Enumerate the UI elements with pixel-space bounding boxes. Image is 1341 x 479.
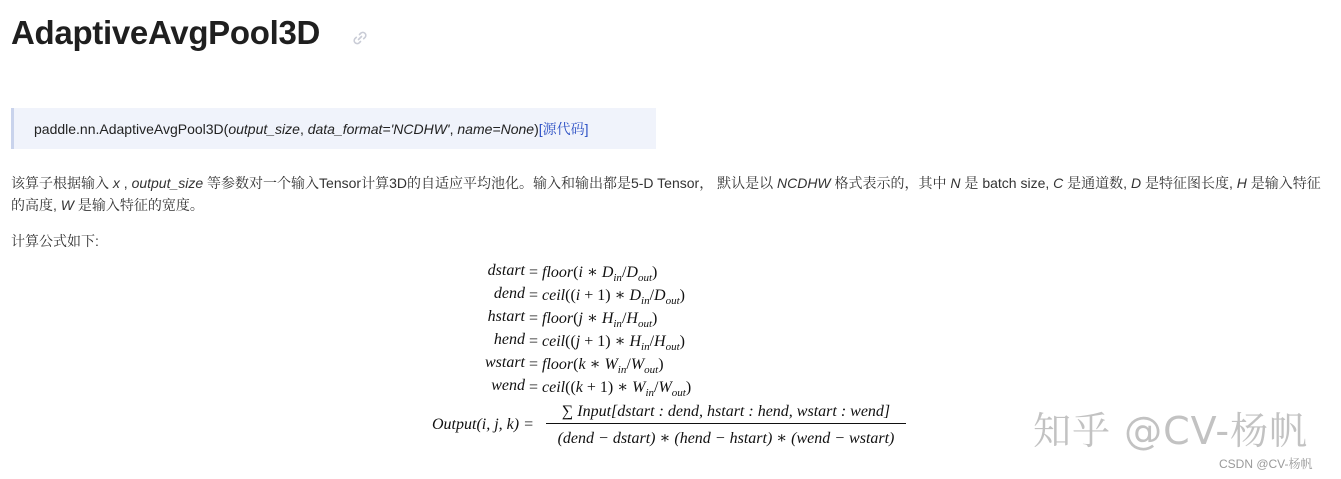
formula-intro: 计算公式如下: <box>11 233 99 249</box>
formula-rhs: = floor(j ∗ $H_{in}/H_{out}$) <box>525 310 658 331</box>
formula-lhs: hend <box>493 331 525 348</box>
desc-var-x: x <box>112 175 120 191</box>
formula-rhs: = floor(i ∗ $D_{in}/D_{out}$) <box>525 264 658 285</box>
csdn-watermark: CSDN @CV-杨帆 <box>1219 457 1313 471</box>
page-title: AdaptiveAvgPool3D <box>11 14 321 51</box>
formula-lhs: dend <box>493 285 525 302</box>
formula-lhs: dstart <box>487 262 525 279</box>
signature-sep: , <box>299 121 308 137</box>
desc-text: 是输入特征的宽度。 <box>74 197 204 213</box>
desc-text: 等参数对一个输入Tensor计算3D的自适应平均池化。输入和输出都是5-D Tensor， 默认是以 <box>203 175 777 191</box>
desc-text: 是通道数, <box>1063 175 1131 191</box>
desc-text: 是输入特征的高度, <box>11 175 1321 213</box>
desc-text: 是 batch size, <box>960 175 1054 191</box>
zhihu-watermark: 知乎 @CV-杨帆 <box>1033 409 1309 453</box>
desc-var-w: W <box>60 197 74 213</box>
output-formula-lhs: Output(i, j, k) = <box>432 416 534 433</box>
desc-var-c: C <box>1053 175 1064 191</box>
signature-suffix: ) <box>534 121 539 137</box>
desc-text: 是特征图长度, <box>1141 175 1237 191</box>
fraction-line <box>546 423 906 424</box>
desc-var-n: N <box>950 175 961 191</box>
formula-rhs: = ceil((k + 1) ∗ $W_{in}/W_{out}$) <box>525 379 692 400</box>
output-formula-numerator: ∑ Input[dstart : dend, hstart : hend, wstart : wend] <box>561 403 891 420</box>
formula-lhs: hstart <box>487 308 525 325</box>
desc-var-h: H <box>1236 175 1247 191</box>
formula-rhs: = floor(k ∗ $W_{in}/W_{out}$) <box>525 356 664 377</box>
link-icon[interactable] <box>350 28 370 48</box>
formula-rhs: = ceil((j + 1) ∗ $H_{in}/H_{out}$) <box>525 333 685 354</box>
desc-text: 格式表示的，其中 <box>830 175 951 191</box>
desc-var-ncdhw: NCDHW <box>776 175 831 191</box>
api-signature <box>11 108 656 149</box>
desc-var-output-size: output_size <box>131 175 204 191</box>
signature-sep: , <box>449 121 458 137</box>
formula-lhs: wend <box>491 377 525 394</box>
signature-arg-data-format: data_format='NCDHW' <box>307 121 450 137</box>
formula-rhs: = ceil((i + 1) ∗ $D_{in}/D_{out}$) <box>525 287 685 308</box>
desc-text: , <box>119 175 132 191</box>
desc-var-d: D <box>1130 175 1142 191</box>
source-code-link[interactable]: [源代码] <box>538 121 589 137</box>
signature-arg-name: name=None <box>457 121 535 137</box>
signature-arg-output-size: output_size <box>228 121 300 137</box>
formula-lhs: wstart <box>484 354 525 371</box>
signature-prefix: paddle.nn.AdaptiveAvgPool3D( <box>34 121 229 137</box>
description-paragraph <box>11 172 1329 216</box>
desc-text: 该算子根据输入 <box>11 175 113 191</box>
output-formula-denominator: (dend − dstart) ∗ (hend − hstart) ∗ (wend − wstart) <box>557 430 895 447</box>
